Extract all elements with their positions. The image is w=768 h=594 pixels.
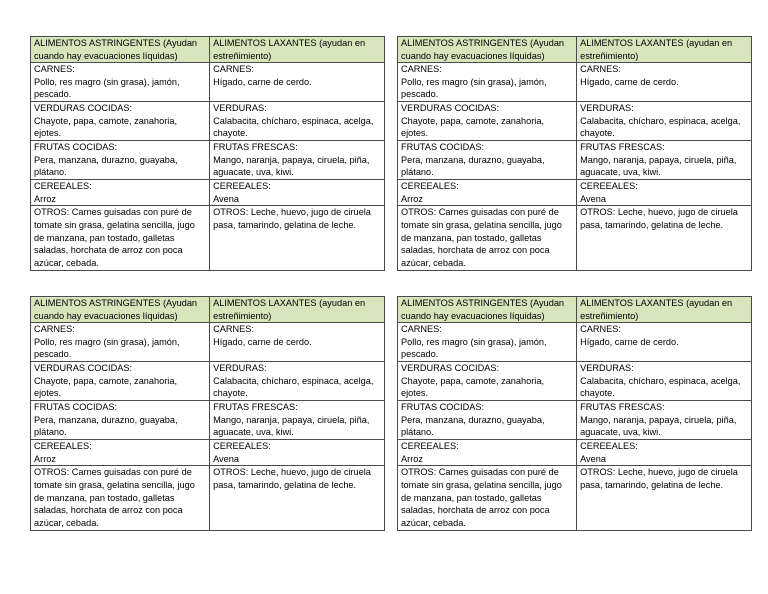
cell-verduras-astringentes <box>398 102 577 141</box>
category-label: CEREEALES: <box>34 181 92 192</box>
cell-carnes-astringentes <box>31 63 210 102</box>
category-label: VERDURAS COCIDAS: <box>401 103 500 114</box>
category-label: VERDURAS: <box>580 363 634 374</box>
category-items: Chayote, papa, camote, zanahoria, ejotes. <box>34 115 178 139</box>
cell-otros-astringentes: OTROS: Carnes guisadas con puré de tomate sin grasa, gelatina sencilla, jugo de manzana, pan tostado, galletas saladas, horchata de arroz con poca azúcar, cebada. <box>31 466 210 531</box>
cell-frutas-laxantes <box>577 141 752 180</box>
category-items: Arroz <box>401 193 423 204</box>
category-items: Chayote, papa, camote, zanahoria, ejotes. <box>401 375 545 399</box>
category-items: Avena <box>580 453 606 464</box>
category-items: Pera, manzana, durazno, guayaba, plátano. <box>34 414 178 438</box>
food-table <box>397 296 752 531</box>
cell-frutas-laxantes <box>210 141 385 180</box>
category-items: Mango, naranja, papaya, ciruela, piña, aguacate, uva, kiwi. <box>580 414 737 438</box>
cell-verduras-laxantes <box>577 362 752 401</box>
category-items: Mango, naranja, papaya, ciruela, piña, aguacate, uva, kiwi. <box>213 154 370 178</box>
category-label: FRUTAS COCIDAS: <box>34 402 118 413</box>
category-items: Arroz <box>34 453 56 464</box>
category-label: CARNES: <box>34 64 75 75</box>
food-table <box>30 36 385 271</box>
row-verduras <box>398 362 752 401</box>
row-verduras <box>31 102 385 141</box>
row-cereales <box>398 180 752 206</box>
category-label: FRUTAS FRESCAS: <box>580 402 665 413</box>
category-label: CEREEALES: <box>580 181 638 192</box>
row-otros <box>31 206 385 271</box>
row-verduras <box>31 362 385 401</box>
cell-otros-astringentes: OTROS: Carnes guisadas con puré de tomate sin grasa, gelatina sencilla, jugo de manzana, pan tostado, galletas saladas, horchata de arroz con poca azúcar, cebada. <box>398 206 577 271</box>
category-items: Pera, manzana, durazno, guayaba, plátano. <box>34 154 178 178</box>
cell-frutas-astringentes <box>31 401 210 440</box>
cell-frutas-astringentes <box>398 401 577 440</box>
cell-otros-laxantes: OTROS: Leche, huevo, jugo de ciruela pasa, tamarindo, gelatina de leche. <box>577 206 752 271</box>
category-items: Pera, manzana, durazno, guayaba, plátano. <box>401 414 545 438</box>
cell-frutas-laxantes <box>577 401 752 440</box>
cell-verduras-laxantes <box>210 102 385 141</box>
cell-frutas-laxantes <box>210 401 385 440</box>
category-items: Hígado, carne de cerdo. <box>213 76 312 87</box>
cell-verduras-astringentes <box>398 362 577 401</box>
category-items: Avena <box>213 193 239 204</box>
category-label: VERDURAS: <box>580 103 634 114</box>
category-label: FRUTAS FRESCAS: <box>213 142 298 153</box>
row-frutas <box>398 141 752 180</box>
category-label: CEREEALES: <box>401 441 459 452</box>
category-label: VERDURAS: <box>213 103 267 114</box>
category-label: CARNES: <box>580 64 621 75</box>
row-verduras <box>398 102 752 141</box>
header-astringentes: ALIMENTOS ASTRINGENTES (Ayudan cuando hay evacuaciones líquidas) <box>31 297 210 323</box>
category-label: CARNES: <box>213 324 254 335</box>
header-laxantes: ALIMENTOS LAXANTES (ayudan en estreñimiento) <box>210 297 385 323</box>
category-items: Pollo, res magro (sin grasa), jamón, pescado. <box>34 336 180 360</box>
category-label: VERDURAS COCIDAS: <box>34 103 133 114</box>
cell-otros-laxantes: OTROS: Leche, huevo, jugo de ciruela pasa, tamarindo, gelatina de leche. <box>210 206 385 271</box>
row-cereales <box>31 440 385 466</box>
row-otros <box>31 466 385 531</box>
cell-carnes-laxantes <box>210 323 385 362</box>
category-items: Chayote, papa, camote, zanahoria, ejotes. <box>34 375 178 399</box>
food-table <box>397 36 752 271</box>
row-frutas <box>31 401 385 440</box>
cell-carnes-astringentes <box>398 63 577 102</box>
row-cereales <box>31 180 385 206</box>
header-laxantes: ALIMENTOS LAXANTES (ayudan en estreñimiento) <box>210 37 385 63</box>
category-label: CEREEALES: <box>213 181 271 192</box>
row-frutas <box>398 401 752 440</box>
category-label: CARNES: <box>213 64 254 75</box>
cell-cereales-laxantes <box>210 180 385 206</box>
cell-cereales-astringentes <box>398 440 577 466</box>
category-items: Arroz <box>401 453 423 464</box>
category-label: VERDURAS: <box>213 363 267 374</box>
category-label: FRUTAS COCIDAS: <box>34 142 118 153</box>
cell-carnes-astringentes <box>31 323 210 362</box>
header-astringentes: ALIMENTOS ASTRINGENTES (Ayudan cuando hay evacuaciones líquidas) <box>398 297 577 323</box>
cell-verduras-laxantes <box>577 102 752 141</box>
category-items: Chayote, papa, camote, zanahoria, ejotes. <box>401 115 545 139</box>
category-items: Pollo, res magro (sin grasa), jamón, pescado. <box>401 336 547 360</box>
cell-otros-laxantes: OTROS: Leche, huevo, jugo de ciruela pasa, tamarindo, gelatina de leche. <box>577 466 752 531</box>
cell-otros-laxantes: OTROS: Leche, huevo, jugo de ciruela pasa, tamarindo, gelatina de leche. <box>210 466 385 531</box>
row-carnes <box>31 63 385 102</box>
category-label: VERDURAS COCIDAS: <box>34 363 133 374</box>
cell-frutas-astringentes <box>398 141 577 180</box>
cell-cereales-laxantes <box>210 440 385 466</box>
category-items: Avena <box>213 453 239 464</box>
cell-cereales-astringentes <box>31 180 210 206</box>
row-cereales <box>398 440 752 466</box>
cell-carnes-laxantes <box>210 63 385 102</box>
cell-otros-astringentes: OTROS: Carnes guisadas con puré de tomate sin grasa, gelatina sencilla, jugo de manzana, pan tostado, galletas saladas, horchata de arroz con poca azúcar, cebada. <box>31 206 210 271</box>
row-otros <box>398 466 752 531</box>
table-copy-top-right <box>397 36 752 271</box>
table-copy-bottom-left <box>30 296 385 531</box>
cell-verduras-astringentes <box>31 362 210 401</box>
header-laxantes: ALIMENTOS LAXANTES (ayudan en estreñimiento) <box>577 297 752 323</box>
header-row <box>398 37 752 63</box>
cell-verduras-laxantes <box>210 362 385 401</box>
category-label: FRUTAS COCIDAS: <box>401 402 485 413</box>
category-items: Mango, naranja, papaya, ciruela, piña, aguacate, uva, kiwi. <box>580 154 737 178</box>
category-label: CARNES: <box>580 324 621 335</box>
cell-frutas-astringentes <box>31 141 210 180</box>
category-items: Calabacita, chícharo, espinaca, acelga, chayote. <box>580 375 741 399</box>
row-carnes <box>31 323 385 362</box>
category-label: CARNES: <box>401 324 442 335</box>
category-label: FRUTAS FRESCAS: <box>213 402 298 413</box>
cell-otros-astringentes: OTROS: Carnes guisadas con puré de tomate sin grasa, gelatina sencilla, jugo de manzana, pan tostado, galletas saladas, horchata de arroz con poca azúcar, cebada. <box>398 466 577 531</box>
table-copy-top-left <box>30 36 385 271</box>
row-frutas <box>31 141 385 180</box>
cell-carnes-laxantes <box>577 323 752 362</box>
category-items: Pollo, res magro (sin grasa), jamón, pescado. <box>34 76 180 100</box>
cell-carnes-laxantes <box>577 63 752 102</box>
category-label: CARNES: <box>401 64 442 75</box>
category-items: Arroz <box>34 193 56 204</box>
category-items: Hígado, carne de cerdo. <box>580 336 679 347</box>
category-label: CEREEALES: <box>401 181 459 192</box>
header-laxantes: ALIMENTOS LAXANTES (ayudan en estreñimiento) <box>577 37 752 63</box>
category-items: Avena <box>580 193 606 204</box>
category-items: Mango, naranja, papaya, ciruela, piña, aguacate, uva, kiwi. <box>213 414 370 438</box>
table-copy-bottom-right <box>397 296 752 531</box>
category-items: Hígado, carne de cerdo. <box>213 336 312 347</box>
cell-carnes-astringentes <box>398 323 577 362</box>
category-label: CARNES: <box>34 324 75 335</box>
category-label: CEREEALES: <box>34 441 92 452</box>
cell-verduras-astringentes <box>31 102 210 141</box>
category-label: FRUTAS FRESCAS: <box>580 142 665 153</box>
row-otros <box>398 206 752 271</box>
header-row <box>31 297 385 323</box>
cell-cereales-laxantes <box>577 440 752 466</box>
category-label: CEREEALES: <box>580 441 638 452</box>
cell-cereales-astringentes <box>398 180 577 206</box>
row-carnes <box>398 323 752 362</box>
food-table <box>30 296 385 531</box>
header-astringentes: ALIMENTOS ASTRINGENTES (Ayudan cuando hay evacuaciones líquidas) <box>31 37 210 63</box>
category-items: Calabacita, chícharo, espinaca, acelga, chayote. <box>213 375 374 399</box>
row-carnes <box>398 63 752 102</box>
category-label: FRUTAS COCIDAS: <box>401 142 485 153</box>
category-items: Calabacita, chícharo, espinaca, acelga, chayote. <box>213 115 374 139</box>
category-items: Hígado, carne de cerdo. <box>580 76 679 87</box>
category-label: CEREEALES: <box>213 441 271 452</box>
header-astringentes: ALIMENTOS ASTRINGENTES (Ayudan cuando hay evacuaciones líquidas) <box>398 37 577 63</box>
category-items: Calabacita, chícharo, espinaca, acelga, chayote. <box>580 115 741 139</box>
header-row <box>31 37 385 63</box>
category-items: Pollo, res magro (sin grasa), jamón, pescado. <box>401 76 547 100</box>
category-label: VERDURAS COCIDAS: <box>401 363 500 374</box>
category-items: Pera, manzana, durazno, guayaba, plátano. <box>401 154 545 178</box>
cell-cereales-astringentes <box>31 440 210 466</box>
cell-cereales-laxantes <box>577 180 752 206</box>
header-row <box>398 297 752 323</box>
